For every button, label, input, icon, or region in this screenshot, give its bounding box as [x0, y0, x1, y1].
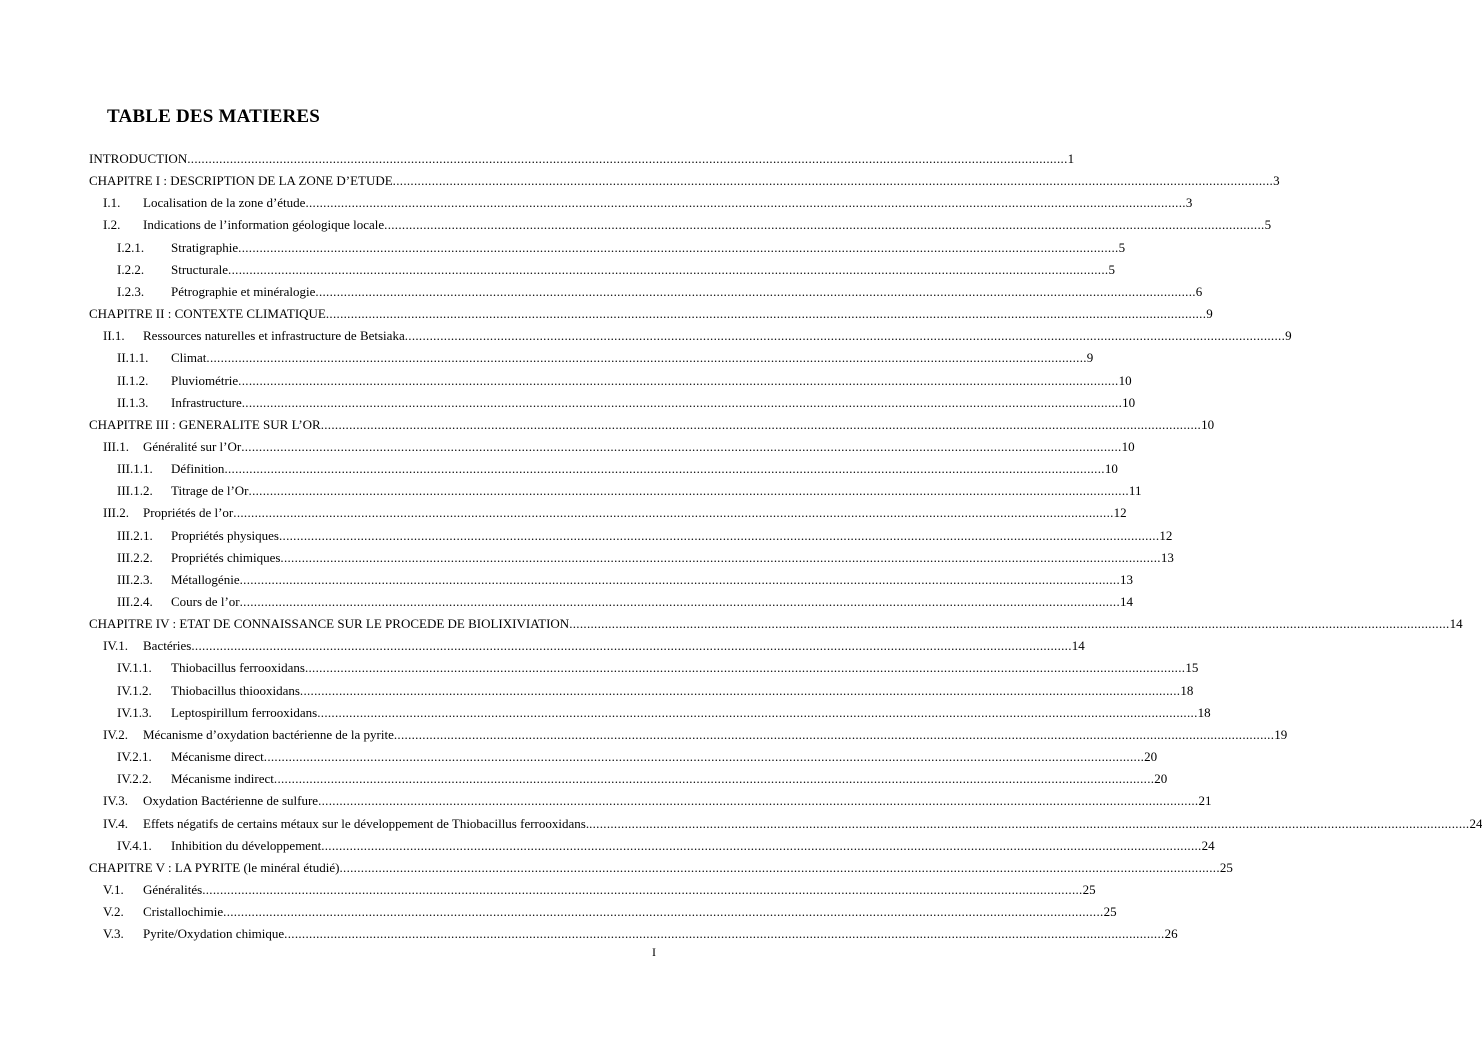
toc-entry-number: I.2. — [103, 217, 121, 233]
toc-dot-leader — [315, 283, 1195, 301]
toc-dot-leader — [393, 172, 1273, 190]
toc-dot-leader — [240, 593, 1120, 611]
toc-entry-title: CHAPITRE III : GENERALITE SUR L’OR — [89, 416, 321, 432]
toc-entry-page: 25 — [1219, 859, 1233, 875]
toc-entry-number: IV.2.1. — [117, 749, 152, 765]
toc-dot-leader — [405, 327, 1285, 345]
toc-entry-page: 10 — [1121, 438, 1135, 454]
toc-entry-number: I.2.3. — [117, 283, 145, 299]
toc-entry[interactable] — [117, 283, 1203, 301]
toc-dot-leader — [242, 394, 1122, 412]
toc-entry[interactable] — [89, 305, 1213, 323]
toc-entry[interactable] — [103, 327, 1292, 345]
toc-entry-title: Cours de l’or — [171, 594, 240, 609]
toc-entry-number: III.2.4. — [117, 594, 153, 609]
toc-entry[interactable] — [103, 815, 1482, 833]
toc-entry-title: Généralité sur l’Or — [143, 438, 242, 454]
toc-dot-leader — [187, 150, 1067, 168]
toc-entry-page: 9 — [1086, 350, 1094, 366]
toc-entry[interactable] — [117, 349, 1094, 367]
toc-entry[interactable] — [117, 482, 1142, 500]
toc-entry-title: Mécanisme indirect — [171, 771, 274, 787]
toc-entry-page: 18 — [1197, 704, 1211, 720]
toc-entry[interactable] — [117, 527, 1173, 545]
toc-entry-title: CHAPITRE V : LA PYRITE (le minéral étudié) — [89, 859, 340, 875]
toc-entry[interactable] — [117, 571, 1133, 589]
toc-entry-page: 11 — [1128, 483, 1142, 499]
toc-entry-title: Mécanisme d’oxydation bactérienne de la pyrite — [143, 726, 394, 742]
toc-entry-page: 21 — [1198, 793, 1212, 809]
toc-entry[interactable] — [103, 881, 1096, 899]
toc-entry-page: 10 — [1201, 416, 1215, 432]
toc-entry-page: 12 — [1159, 527, 1173, 543]
toc-entry-title: Thiobacillus ferrooxidans — [171, 660, 305, 676]
toc-entry-number: II.1.3. — [117, 394, 149, 410]
toc-entry-number: V.2. — [103, 904, 124, 920]
toc-entry[interactable] — [117, 261, 1115, 279]
toc-entry-page: 13 — [1160, 549, 1174, 565]
toc-entry[interactable] — [103, 194, 1193, 212]
toc-entry-page: 15 — [1185, 660, 1199, 676]
toc-entry-title: INTRODUCTION — [89, 151, 188, 166]
toc-entry-title: Oxydation Bactérienne de sulfure — [143, 793, 319, 809]
toc-entry-title: Stratigraphie — [171, 239, 239, 255]
toc-dot-leader — [238, 372, 1118, 390]
toc-entry-title: Localisation de la zone d’étude — [143, 195, 306, 211]
toc-entry[interactable] — [117, 837, 1215, 855]
toc-entry-number: V.3. — [103, 926, 124, 942]
toc-entry-title: Cristallochimie — [143, 904, 224, 920]
toc-entry-number: I.2.1. — [117, 239, 145, 255]
toc-dot-leader — [279, 527, 1159, 545]
toc-entry-title: Propriétés physiques — [171, 527, 279, 543]
toc-dot-leader — [305, 659, 1185, 677]
toc-entry-title: Climat — [171, 350, 207, 366]
toc-entry-page: 5 — [1264, 217, 1272, 233]
toc-entry[interactable] — [89, 859, 1233, 877]
toc-dot-leader — [280, 549, 1160, 567]
toc-entry[interactable] — [89, 172, 1280, 190]
toc-entry-page: 1 — [1067, 151, 1075, 166]
toc-entry-title: Pétrographie et minéralogie — [171, 283, 316, 299]
toc-entry-number: IV.1.3. — [117, 704, 152, 720]
toc-entry-title: Propriétés de l’or — [143, 505, 234, 521]
toc-dot-leader — [228, 261, 1108, 279]
toc-entry-page: 14 — [1071, 638, 1085, 654]
toc-entry-number: III.2.2. — [117, 549, 153, 565]
toc-entry-title: Indications de l’information géologique locale — [143, 217, 385, 233]
toc-entry-number: IV.2.2. — [117, 771, 152, 787]
toc-entry[interactable] — [117, 659, 1199, 677]
toc-dot-leader — [238, 239, 1118, 257]
toc-entry-page: 9 — [1206, 306, 1213, 322]
toc-entry[interactable] — [89, 416, 1215, 434]
toc-dot-leader — [240, 571, 1120, 589]
toc-entry-number: IV.3. — [103, 793, 129, 809]
toc-entry-title: Leptospirillum ferrooxidans — [171, 704, 318, 720]
toc-entry[interactable] — [117, 593, 1134, 611]
toc-entry-page: 25 — [1103, 904, 1117, 920]
toc-dot-leader — [264, 748, 1144, 766]
toc-entry-number: III.1. — [103, 438, 129, 454]
toc-entry-page: 26 — [1164, 926, 1178, 942]
toc-entry-page: 10 — [1122, 394, 1136, 410]
toc-entry[interactable] — [117, 239, 1126, 257]
toc-entry-title: CHAPITRE II : CONTEXTE CLIMATIQUE — [89, 306, 326, 322]
toc-entry-title: Infrastructure — [171, 394, 242, 410]
toc-entry-title: Thiobacillus thiooxidans — [171, 682, 300, 698]
toc-entry-page: 25 — [1082, 881, 1096, 897]
toc-entry-page: 10 — [1104, 461, 1118, 477]
toc-entry-title: Ressources naturelles et infrastructure de Betsiaka — [143, 328, 405, 344]
toc-entry-number: I.2.2. — [117, 261, 145, 277]
toc-entry-page: 20 — [1154, 771, 1168, 787]
toc-entry-title: Définition — [171, 461, 225, 477]
toc-entry-title: Bactéries — [143, 638, 192, 654]
toc-entry-number: IV.4.1. — [117, 837, 152, 853]
toc-dot-leader — [284, 925, 1164, 943]
toc-entry-title: Mécanisme direct — [171, 749, 264, 765]
toc-entry-number: II.1.1. — [117, 350, 149, 366]
toc-entry[interactable] — [89, 150, 1075, 168]
toc-entry-title: Effets négatifs de certains métaux sur le développement de Thiobacillus ferrooxidans. — [143, 815, 590, 831]
toc-entry-title: Structurale — [171, 261, 229, 277]
toc-entry[interactable] — [103, 216, 1272, 234]
toc-entry[interactable] — [117, 394, 1136, 412]
toc-entry[interactable] — [103, 438, 1135, 456]
toc-dot-leader — [300, 682, 1180, 700]
toc-dot-leader — [274, 770, 1154, 788]
toc-entry-number: IV.1. — [103, 638, 129, 654]
toc-entry-number: V.1. — [103, 881, 124, 897]
toc-dot-leader — [202, 881, 1082, 899]
toc-entry[interactable] — [89, 615, 1463, 633]
toc-entry[interactable] — [117, 770, 1168, 788]
toc-entry-number: IV.4. — [103, 815, 129, 831]
toc-entry-page: 5 — [1118, 239, 1126, 255]
toc-entry[interactable] — [103, 637, 1085, 655]
toc-entry-page: 18 — [1180, 682, 1194, 698]
toc-entry-title: CHAPITRE IV : ETAT DE CONNAISSANCE SUR LE PROCEDE DE BIOLIXIVIATION — [89, 616, 570, 632]
toc-entry-page: 13 — [1120, 571, 1133, 587]
toc-entry[interactable] — [103, 925, 1178, 943]
page-number: I — [652, 945, 656, 959]
toc-entry-page: 9 — [1285, 328, 1292, 344]
toc-entry[interactable] — [117, 682, 1194, 700]
toc-dot-leader — [223, 903, 1103, 921]
toc-entry[interactable] — [103, 726, 1288, 744]
toc-entry-title: Généralités — [143, 881, 203, 897]
toc-entry-page: 6 — [1195, 283, 1203, 299]
toc-dot-leader — [339, 859, 1219, 877]
toc-entry-title: Titrage de l’Or — [171, 483, 249, 499]
toc-dot-leader — [249, 482, 1129, 500]
toc-entry-title: Pyrite/Oxydation chimique — [143, 926, 285, 942]
toc-entry[interactable] — [117, 704, 1211, 722]
toc-entry-number: III.2. — [103, 505, 129, 521]
toc-entry[interactable] — [117, 748, 1158, 766]
toc-entry-number: IV.1.1. — [117, 660, 152, 676]
toc-entry-page: 12 — [1113, 505, 1127, 521]
toc-dot-leader — [191, 637, 1071, 655]
toc-entry-page: 10 — [1118, 372, 1132, 388]
toc-entry-number: IV.1.2. — [117, 682, 152, 698]
toc-entry-page: 3 — [1185, 195, 1193, 211]
toc-dot-leader — [317, 704, 1197, 722]
toc-entry-page: 14 — [1120, 594, 1134, 609]
toc-entry[interactable] — [117, 372, 1132, 390]
toc-entry-page: 20 — [1144, 749, 1158, 765]
toc-dot-leader — [589, 815, 1469, 833]
toc-entry[interactable] — [103, 792, 1212, 810]
toc-dot-leader — [318, 792, 1198, 810]
toc-entry-title: Propriétés chimiques — [171, 549, 281, 565]
toc-entry-number: I.1. — [103, 195, 121, 211]
toc-entry-number: IV.2. — [103, 726, 129, 742]
toc-entry-page: 5 — [1108, 261, 1115, 277]
toc-entry-number: III.2.3. — [117, 571, 153, 587]
toc-title: TABLE DES MATIERES — [107, 106, 321, 127]
toc-entry-title: CHAPITRE I : DESCRIPTION DE LA ZONE D’ETUDE — [89, 173, 393, 189]
toc-dot-leader — [569, 615, 1449, 633]
toc-entry-title: Pluviométrie — [171, 372, 239, 388]
toc-dot-leader — [321, 416, 1201, 434]
toc-entry[interactable] — [103, 504, 1127, 522]
toc-entry-title: Métallogénie — [171, 571, 240, 587]
toc-dot-leader — [305, 194, 1185, 212]
toc-dot-leader — [384, 216, 1264, 234]
toc-entry[interactable] — [117, 549, 1174, 567]
toc-dot-leader — [241, 438, 1121, 456]
toc-dot-leader — [224, 460, 1104, 478]
toc-dot-leader — [321, 837, 1201, 855]
toc-dot-leader — [233, 504, 1113, 522]
toc-entry-page: 14 — [1449, 616, 1463, 632]
toc-entry-number: II.1.2. — [117, 372, 149, 388]
toc-entry-title: Inhibition du développement — [171, 837, 322, 853]
toc-entry-page: 19 — [1274, 726, 1288, 742]
toc-entry-number: III.2.1. — [117, 527, 153, 543]
toc-entry-number: III.1.1. — [117, 461, 153, 477]
toc-dot-leader — [394, 726, 1274, 744]
toc-entry-page: 24 — [1469, 815, 1482, 831]
toc-entry-page: 3 — [1273, 173, 1280, 189]
toc-entry-number: III.1.2. — [117, 483, 153, 499]
toc-dot-leader — [326, 305, 1206, 323]
toc-entry-page: 24 — [1201, 837, 1215, 853]
toc-entry-number: II.1. — [103, 328, 125, 344]
toc-entry[interactable] — [103, 903, 1117, 921]
toc-dot-leader — [206, 349, 1086, 367]
toc-entry[interactable] — [117, 460, 1118, 478]
